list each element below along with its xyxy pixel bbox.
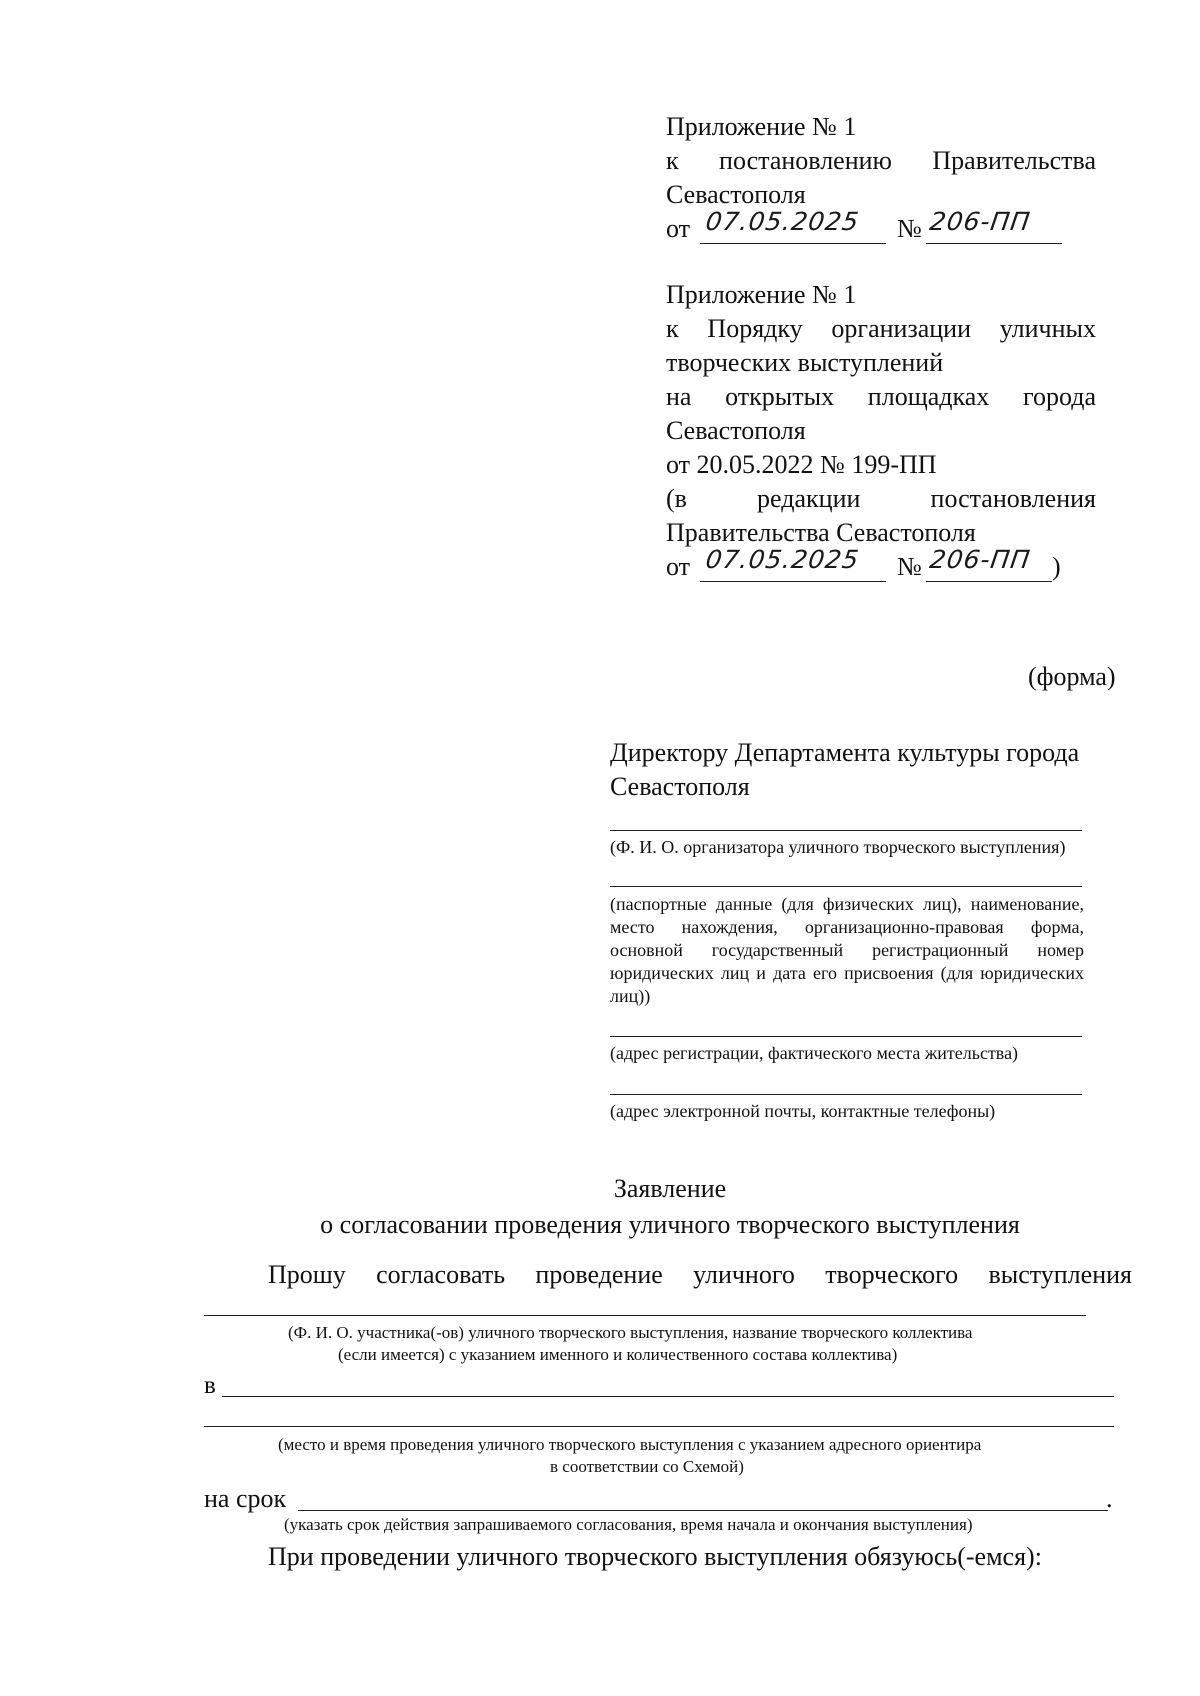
participants-field[interactable] [204,1315,1086,1316]
date-underline [700,243,886,244]
handwritten-date: 07.05.2025 [703,545,862,574]
annex-original-date: от 20.05.2022 № 199-ПП [666,450,937,479]
address-field[interactable] [610,1036,1082,1037]
handwritten-number: 206-ПП [927,207,1033,236]
address-caption: (адрес регистрации, фактического места жительства) [610,1043,1019,1063]
number-underline [926,581,1052,582]
contacts-caption: (адрес электронной почты, контактные телефоны) [610,1101,996,1121]
annex-reference: к постановлению Правительства [666,146,1096,175]
obligation-line: При проведении уличного творческого выступления обязуюсь(-емся): [268,1542,1042,1571]
place-field[interactable] [222,1396,1114,1397]
number-sign: № [897,214,922,243]
addressee-line: Севастополя [610,772,750,801]
term-caption: (указать срок действия запрашиваемого согласования, время начала и окончания выступления) [284,1515,973,1534]
annex-reference-line: на открытых площадках города [666,382,1096,411]
participants-caption: (Ф. И. О. участника(-ов) уличного творческого выступления, название творческого коллектива [288,1323,973,1342]
passport-data-caption: (паспортные данные (для физических лиц), наименование, место нахождения, организационно-правовая форма, основной государственный регистрационный номер юридических лиц и дата его присвоения (для юридических лиц)) [610,894,1084,1006]
annex-reference-line: творческих выступлений [666,348,944,377]
annex-reference-line: к Порядку организации уличных [666,314,1096,343]
annex-edition-line: (в редакции постановления [666,484,1096,513]
number-sign: № [897,552,922,581]
form-label: (форма) [1028,662,1116,691]
annex-date-prefix: от [666,552,691,581]
document-subtitle: о согласовании проведения уличного творческого выступления [320,1210,1020,1239]
organizer-name-caption: (Ф. И. О. организатора уличного творческого выступления) [610,837,1066,857]
date-underline [700,581,886,582]
handwritten-date: 07.05.2025 [703,207,862,236]
term-end-period: . [1106,1484,1113,1513]
place-prefix: в [204,1372,216,1399]
annex-title: Приложение № 1 [666,280,857,309]
term-prefix: на срок [204,1484,287,1513]
organizer-name-field[interactable] [610,830,1082,831]
annex-title: Приложение № 1 [666,112,857,141]
annex-reference-line: Севастополя [666,416,806,445]
place-field-continued[interactable] [204,1426,1114,1427]
participants-caption: (если имеется) с указанием именного и количественного состава коллектива) [338,1345,898,1364]
number-underline [926,243,1062,244]
place-caption: (место и время проведения уличного творческого выступления с указанием адресного ориентира [278,1435,982,1454]
annex-edition-line: Правительства Севастополя [666,518,976,547]
passport-data-field[interactable] [610,886,1082,887]
place-caption: в соответствии со Схемой) [550,1457,744,1476]
handwritten-number: 206-ПП [927,545,1033,574]
annex-city: Севастополя [666,180,806,209]
annex-date-prefix: от [666,214,691,243]
closing-parenthesis: ) [1052,552,1061,581]
term-field[interactable] [298,1510,1108,1511]
request-line: Прошу согласовать проведение уличного творческого выступления [268,1260,1132,1289]
contacts-field[interactable] [610,1094,1082,1095]
addressee-line: Директору Департамента культуры города [610,738,1080,767]
document-title: Заявление [613,1174,727,1203]
